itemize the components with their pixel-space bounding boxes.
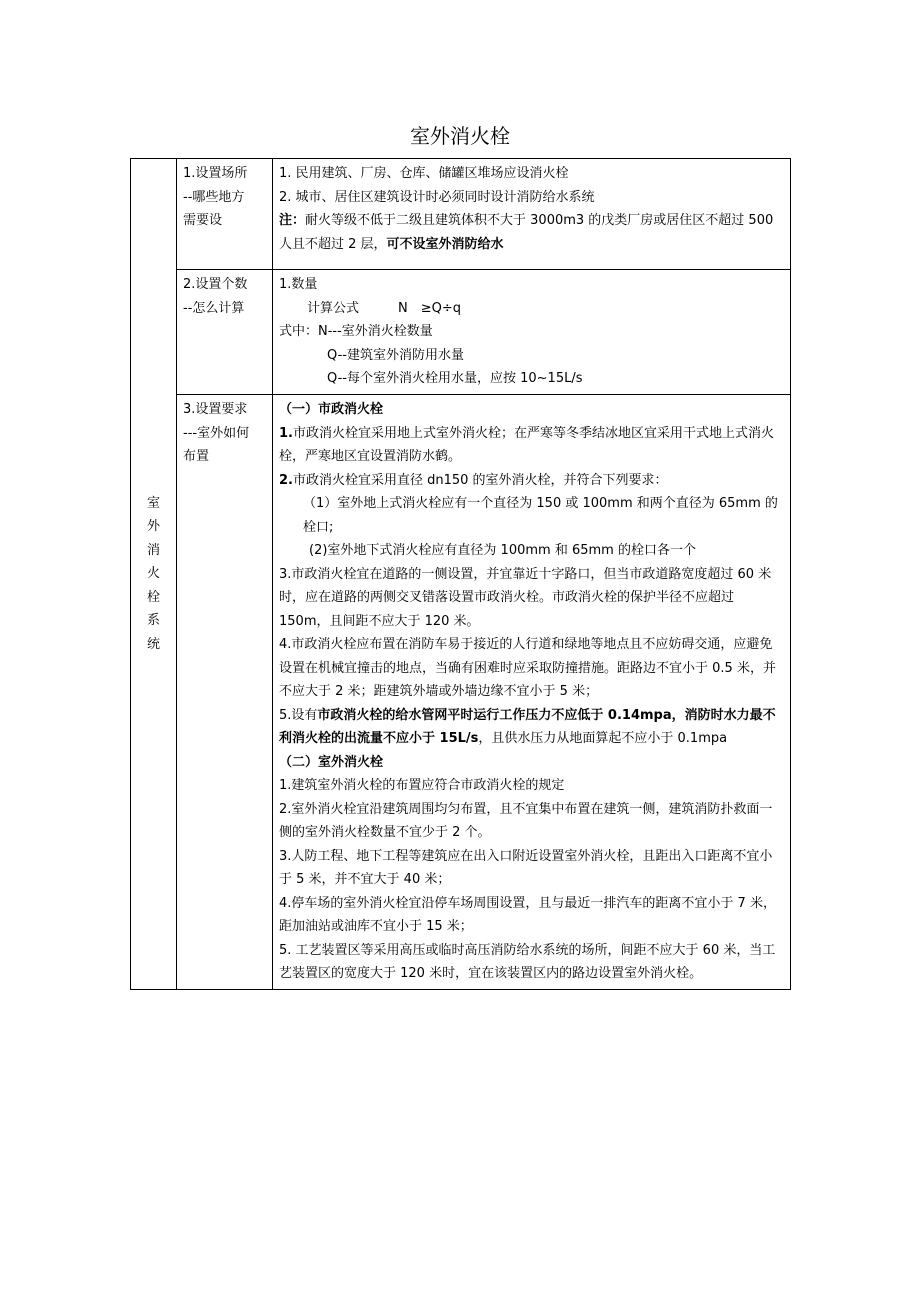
question-cell: 3.设置要求 ---室外如何 布置 [177,395,273,990]
side-char: 统 [146,636,160,652]
side-char: 室 [146,495,160,511]
table-row-requirements [131,395,791,990]
fire-hydrant-table [130,158,791,990]
section-heading: （一）市政消火栓 [279,402,384,417]
side-char: 栓 [146,589,160,605]
page-title: 室外消火栓 [410,124,510,148]
question-cell: 1.设置场所 --哪些地方 需要设 [177,159,273,270]
section-heading: （二）室外消火栓 [279,754,384,770]
question-cell: 2.设置个数 --怎么计算 [177,270,273,395]
side-char: 系 [146,613,160,628]
answer-cell: 1.数量 计算公式 N ≥Q÷q 式中：N---室外消火栓数量 Q--建筑室外消防用水量 Q--每个室外消火栓用水量，应按 10~15L/s [273,270,791,395]
answer-cell: 1. 民用建筑、厂房、仓库、储罐区堆场应设消火栓 2. 城市、居住区建筑设计时必须同时设计消防给水系统 注：耐火等级不低于二级且建筑体积不大于 3000m3 的戊类厂房或居住区不超过 500 人且不超过 2 层，可不设室外消防给水 [273,159,791,270]
answer-cell: （一）市政消火栓 1.市政消火栓宜采用地上式室外消火栓；在严寒等冬季结冰地区宜采用干式地上式消火栓，严寒地区宜设置消防水鹤。 2.市政消火栓宜采用直径 dn150 的室外消火栓，并符合下列要求： （1）室外地上式消火栓应有一个直径为 150 或 100mm 和两个直径为 65mm 的栓口; (2)室外地下式消火栓应有直径为 100mm 和 65mm 的栓口各一个 3.市政消火栓宜在道路的一侧设置，并宜靠近十字路口，但当市政道路宽度超过 60 米时，应在道路的两侧交叉错落设置市政消火栓。市政消火栓的保护半径不应超过 150m，且间距不应大于 120 米。 4.市政消火栓应布置在消防车易于接近的人行道和绿地等地点且不应妨碍交通，应避免设置在机械宜撞击的地点，当确有困难时应采取防撞措施。距路边不宜小于 0.5 米，并不应大于 2 米；距建筑外墙或外墙边缘不宜小于 5 米； 5.设有市政消火栓的给水管网平时运行工作压力不应低于 0.14mpa，消防时水力最不利消火栓的出流量不应小于 15L/s，且供水压力从地面算起不应小于 0.1mpa （二）室外消火栓 1.建筑室外消火栓的布置应符合市政消火栓的规定 2.室外消火栓宜沿建筑周围均匀布置，且不宜集中布置在建筑一侧，建筑消防扑救面一侧的室外消火栓数量不宜少于 2 个。 3.人防工程、地下工程等建筑应在出入口附近设置室外消火栓，且距出入口距离不宜小于 5 米，并不宜大于 40 米； 4.停车场的室外消火栓宜沿停车场周围设置，且与最近一排汽车的距离不宜小于 7 米，距加油站或油库不宜小于 15 米； 5. 工艺装置区等采用高压或临时高压消防给水系统的场所，间距不应大于 60 米，当工艺装置区的宽度大于 120 米时，宜在该装置区内的路边设置室外消火栓。 [273,395,791,990]
side-char: 火 [146,566,160,581]
system-label-cell [131,159,177,990]
side-char: 外 [146,519,160,534]
side-char: 消 [146,542,160,558]
note: 注：耐火等级不低于二级且建筑体积不大于 3000m3 的戊类厂房或居住区不超过 500 人且不超过 2 层，可不设室外消防给水 [279,213,774,252]
table-row-count [131,270,791,395]
table-row-location [131,159,791,270]
